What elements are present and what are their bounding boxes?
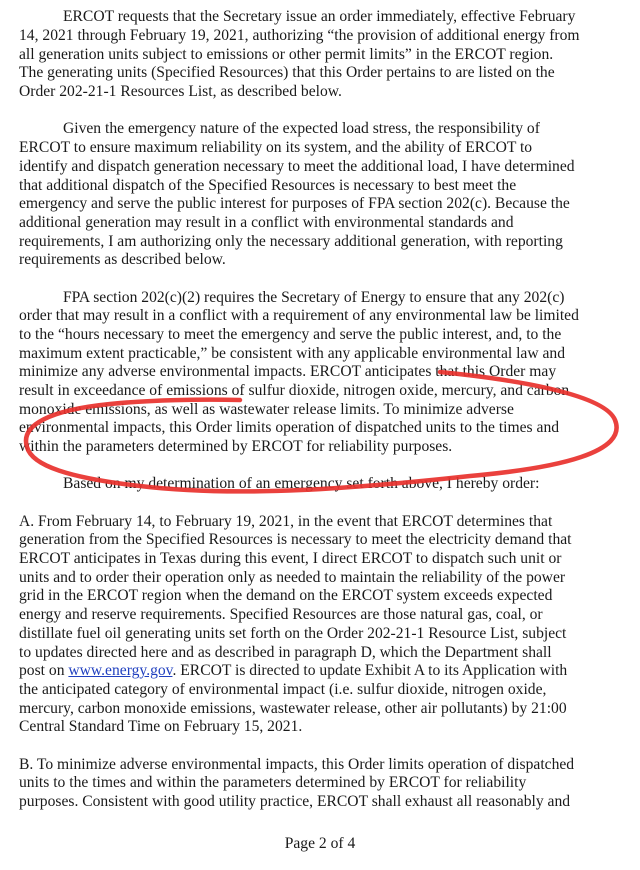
text-line: to the “hours necessary to meet the emergency and serve the public interest, and, to the <box>19 326 562 343</box>
text-line: all generation units subject to emissions or other permit limits” in the ERCOT region. <box>19 46 554 63</box>
text-line: result in exceedance of emissions of sulfur dioxide, nitrogen oxide, mercury, and carbon <box>19 382 570 399</box>
text-line: grid in the ERCOT region when the demand on the ERCOT system exceeds expected <box>19 587 553 604</box>
text-line: identify and dispatch generation necessary to meet the additional load, I have determined <box>19 158 575 175</box>
text-line: The generating units (Specified Resources) that this Order pertains to are listed on the <box>19 64 555 81</box>
text-fragment: post on <box>19 662 69 679</box>
text-line: requirements, I am authorizing only the necessary additional generation, with reporting <box>19 233 563 250</box>
text-line: A. From February 14, to February 19, 2021, in the event that ERCOT determines that <box>19 513 553 530</box>
text-line: energy and reserve requirements. Specified Resources are those natural gas, coal, or <box>19 606 543 623</box>
text-line: units to the times and within the parameters determined by ERCOT for reliability <box>19 774 527 791</box>
text-line: within the parameters determined by ERCOT for reliability purposes. <box>19 438 453 455</box>
text-line: units and to order their operation only as needed to maintain the reliability of the power <box>19 569 566 586</box>
text-line: B. To minimize adverse environmental impacts, this Order limits operation of dispatched <box>19 756 575 773</box>
text-line: purposes. Consistent with good utility practice, ERCOT shall exhaust all reasonably and <box>19 793 571 810</box>
text-line: minimize any adverse environmental impacts. ERCOT anticipates that this Order may <box>19 363 557 380</box>
text-line: order that may result in a conflict with a requirement of any environmental law be limited <box>19 307 579 324</box>
text-line: to updates directed here and as described in paragraph D, which the Department shall <box>19 644 552 661</box>
text-line: generation from the Specified Resources is necessary to meet the electricity demand that <box>19 531 572 548</box>
text-line: monoxide emissions, as well as wastewater release limits. To minimize adverse <box>19 401 514 418</box>
text-line: 14, 2021 through February 19, 2021, authorizing “the provision of additional energy from <box>19 27 580 44</box>
text-line: Given the emergency nature of the expected load stress, the responsibility of <box>63 120 540 137</box>
text-line-with-link <box>19 661 567 680</box>
text-line: mercury, carbon monoxide emissions, wastewater release, other air pollutants) by 21:00 <box>19 700 567 717</box>
text-line: ERCOT to ensure maximum reliability on its system, and the ability of ERCOT to <box>19 139 533 156</box>
text-line: that additional dispatch of the Specified Resources is necessary to best meet the <box>19 177 517 194</box>
text-line: ERCOT anticipates in Texas during this event, I direct ERCOT to dispatch such unit or <box>19 550 562 567</box>
page-number: Page 2 of 4 <box>284 835 356 852</box>
text-line: distillate fuel oil generating units set forth on the Order 202-21-1 Resource List, subject <box>19 625 567 642</box>
text-line: Order 202-21-1 Resources List, as described below. <box>19 83 342 100</box>
text-line: emergency and serve the public interest for purposes of FPA section 202(c). Because the <box>19 195 570 212</box>
text-line: ERCOT requests that the Secretary issue an order immediately, effective February <box>63 8 576 25</box>
energy-gov-link[interactable]: www.energy.gov <box>68 662 173 679</box>
text-line: additional generation may result in a conflict with environmental standards and <box>19 214 514 231</box>
text-line: the anticipated category of environmental impact (i.e. sulfur dioxide, nitrogen oxide, <box>19 681 547 698</box>
text-line: environmental impacts, this Order limits operation of dispatched units to the times and <box>19 419 560 436</box>
text-line: Central Standard Time on February 15, 2021. <box>19 718 303 735</box>
text-fragment: . ERCOT is directed to update Exhibit A to its Application with <box>172 662 568 679</box>
text-line: FPA section 202(c)(2) requires the Secretary of Energy to ensure that any 202(c) <box>63 289 565 306</box>
text-line: requirements as described below. <box>19 251 226 268</box>
text-line: Based on my determination of an emergency set forth above, I hereby order: <box>63 475 540 492</box>
text-line: maximum extent practicable,” be consistent with any applicable environmental law and <box>19 345 566 362</box>
